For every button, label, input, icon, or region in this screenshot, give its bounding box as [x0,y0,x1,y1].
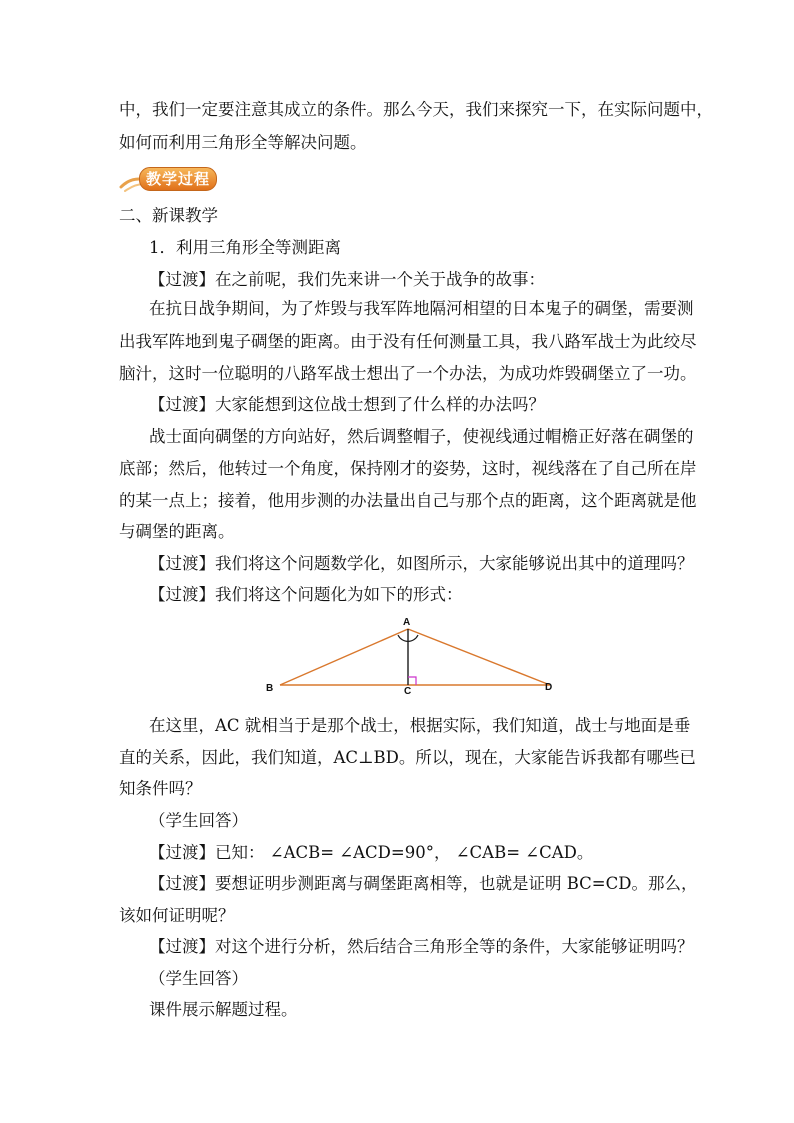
side-ad [408,629,550,685]
badge-label: 教学过程 [139,167,217,191]
transition-line: 【过渡】在之前呢，我们先来讲一个关于战争的故事： [149,270,545,289]
label-d: D [545,682,553,693]
triangle-diagram [260,615,560,700]
student-answer-line: （学生回答） [149,811,248,830]
teaching-process-badge [119,165,224,193]
story-line: 在抗日战争期间，为了炸毁与我军阵地隔河相望的日本鬼子的碉堡，需要测 [149,299,694,318]
label-b: B [266,683,274,694]
student-answer-line: （学生回答） [149,969,248,988]
transition-line: 【过渡】我们将这个问题化为如下的形式： [149,585,463,604]
story-line: 脑汁，这时一位聪明的八路军战士想出了一个办法，为成功炸毁碉堡立了一功。 [119,364,697,383]
section-heading: 二、新课教学 [119,206,218,225]
label-a: A [403,617,411,628]
explanation-line: 战士面向碉堡的方向站好，然后调整帽子，使视线通过帽檐正好落在碉堡的 [149,427,694,446]
section-subheading: 1．利用三角形全等测距离 [149,238,341,257]
analysis-line: 直的关系，因此，我们知道，AC⊥BD。所以，现在，大家能告诉我都有哪些已 [119,748,696,767]
intro-line-2: 如何而利用三角形全等解决问题。 [119,133,367,152]
transition-line: 【过渡】我们将这个问题数学化，如图所示，大家能够说出其中的道理吗？ [149,554,694,573]
analysis-line: 知条件吗？ [119,779,202,798]
story-line: 出我军阵地到鬼子碉堡的距离。由于没有任何测量工具，我八路军战士为此绞尽 [119,332,697,351]
analysis-line: 在这里，AC 就相当于是那个战士，根据实际，我们知道，战士与地面是垂 [149,716,691,735]
explanation-line: 底部；然后，他转过一个角度，保持刚才的姿势，这时，视线落在了自己所在岸 [119,459,697,478]
closing-line: 课件展示解题过程。 [149,1000,298,1019]
right-angle-mark [408,677,416,685]
explanation-line: 与碉堡的距离。 [119,522,235,541]
transition-line: 该如何证明呢？ [119,906,235,925]
transition-line: 【过渡】大家能想到这位战士想到了什么样的办法吗？ [149,395,545,414]
label-c: C [404,686,412,697]
transition-line: 【过渡】对这个进行分析，然后结合三角形全等的条件，大家能够证明吗？ [149,937,694,956]
explanation-line: 的某一点上；接着，他用步测的办法量出自己与那个点的距离，这个距离就是他 [119,491,697,510]
side-ab [280,629,408,685]
known-conditions-line: 【过渡】已知： ∠ACB= ∠ACD=90°， ∠CAB= ∠CAD。 [149,843,594,862]
transition-line: 【过渡】要想证明步测距离与碉堡距离相等，也就是证明 BC=CD。那么， [149,874,698,893]
intro-line-1: 中，我们一定要注意其成立的条件。那么今天，我们来探究一下，在实际问题中， [119,100,713,119]
